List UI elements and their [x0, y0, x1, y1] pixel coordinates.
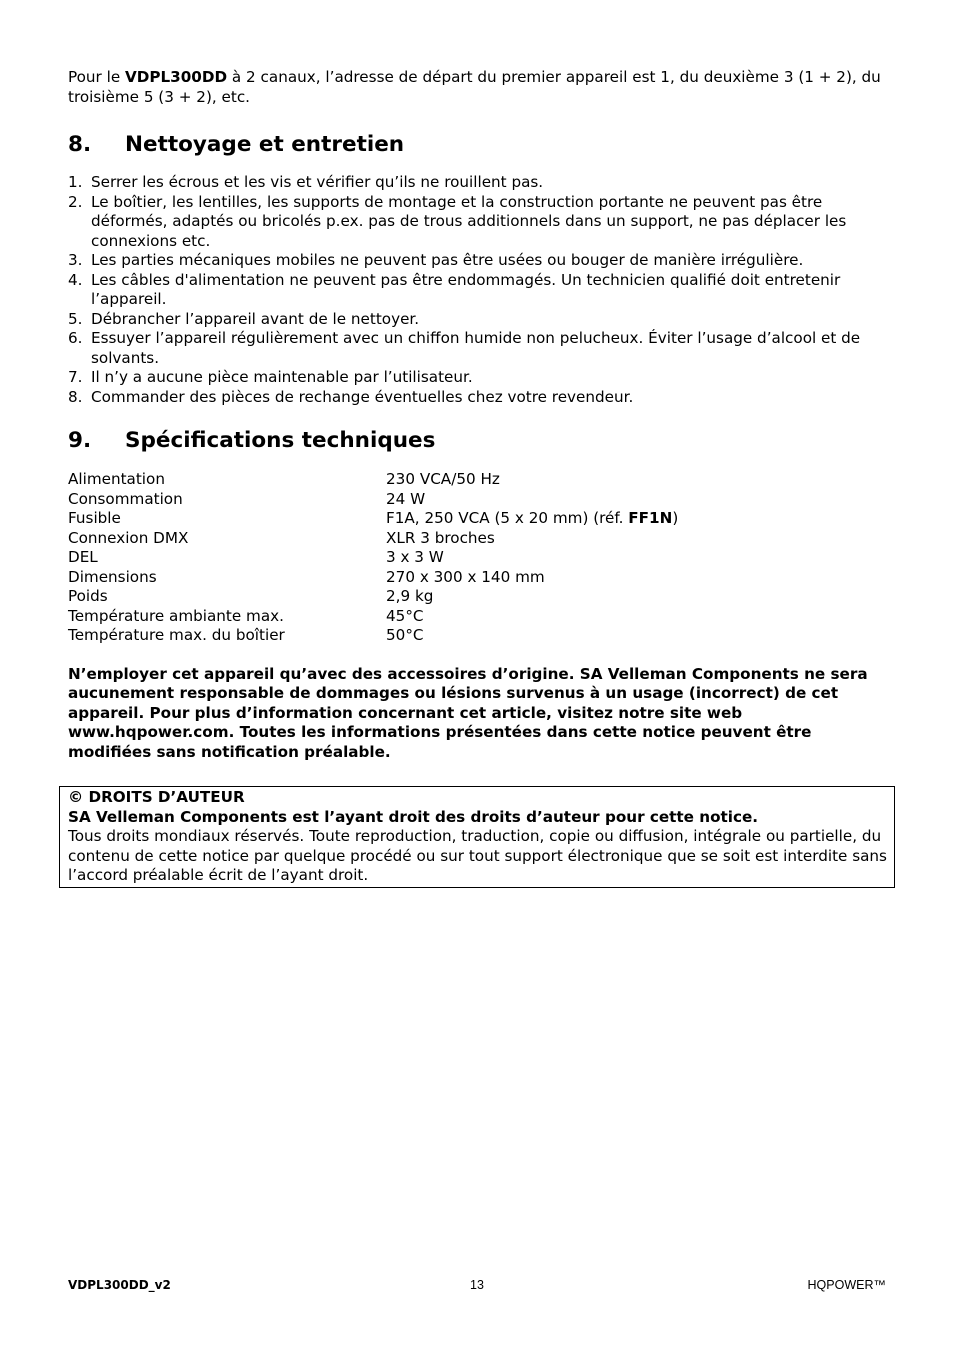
list-item [68, 193, 886, 252]
spec-value-text: F1A, 250 VCA (5 x 20 mm) (réf. [386, 509, 629, 527]
section-8-number: 8. [68, 132, 92, 157]
list-item-text: Les parties mécaniques mobiles ne peuvent pas être usées ou bouger de manière irrégulière. [91, 251, 804, 269]
list-item [68, 329, 886, 368]
list-item-number: 4. [68, 270, 83, 289]
section-9-heading [68, 428, 886, 454]
spec-value: 50°C [386, 626, 424, 644]
list-item-number: 8. [68, 387, 83, 406]
spec-value-ref: FF1N [628, 509, 673, 527]
spec-label: Dimensions [68, 567, 157, 586]
notice-paragraph: N’employer cet appareil qu’avec des accessoires d’origine. SA Velleman Components ne sera aucunement responsable de dommages ou lésions survenus à un usage (incorrect) de cet appareil. Pour plus d’information concernant cet article, visitez notre site web www.hqpower.com. Toutes les informations présentées dans cette notice peuvent être modifiées sans notification préalable. [68, 664, 868, 761]
footer-brand: HQPOWER™ [807, 1278, 886, 1292]
table-row [68, 568, 678, 588]
table-row [68, 587, 678, 607]
list-item-text: Les câbles d'alimentation ne peuvent pas être endommagés. Un technicien qualifié doit entretenir l’appareil. [91, 270, 841, 308]
table-row [68, 490, 678, 510]
copyright-owner: SA Velleman Components est l’ayant droit des droits d’auteur pour cette notice. [68, 807, 759, 826]
list-item-text: Il n’y a aucune pièce maintenable par l’utilisateur. [91, 368, 473, 386]
spec-value: XLR 3 broches [386, 528, 495, 547]
spec-value: 45°C [386, 606, 424, 625]
list-item [68, 368, 886, 388]
table-row [68, 470, 678, 490]
spec-value: 230 VCA/50 Hz [386, 470, 500, 488]
intro-model: VDPL300DD [125, 68, 228, 86]
list-item [68, 251, 886, 271]
spec-label: Poids [68, 587, 108, 605]
spec-label: Température ambiante max. [68, 606, 284, 625]
list-item [68, 173, 886, 193]
table-row [68, 626, 678, 646]
spec-value: 270 x 300 x 140 mm [386, 567, 545, 586]
intro-prefix: Pour le [68, 68, 125, 86]
list-item-text: Débrancher l’appareil avant de le nettoyer. [91, 309, 420, 328]
spec-label: Fusible [68, 509, 121, 527]
spec-label: Consommation [68, 489, 183, 508]
copyright-title: © DROITS D’AUTEUR [68, 788, 245, 806]
spec-value-suffix: ) [672, 509, 679, 527]
footer-page-number: 13 [470, 1278, 484, 1292]
intro-paragraph [68, 68, 886, 107]
table-row [68, 529, 678, 549]
spec-label: DEL [68, 548, 98, 566]
spec-value: 24 W [386, 489, 426, 508]
list-item-number: 3. [68, 251, 83, 269]
section-9-number: 9. [68, 428, 92, 453]
list-item [68, 310, 886, 330]
spec-label: Température max. du boîtier [68, 626, 285, 644]
section-8-heading [68, 132, 886, 158]
spec-value [386, 509, 678, 529]
table-row [68, 607, 678, 627]
spec-value: 3 x 3 W [386, 548, 444, 566]
list-item [68, 388, 886, 408]
footer-model-version: VDPL300DD_v2 [68, 1278, 171, 1292]
copyright-box [59, 786, 895, 888]
list-item-text: Commander des pièces de rechange éventuelles chez votre revendeur. [91, 387, 634, 406]
table-row [68, 509, 678, 529]
spec-value: 2,9 kg [386, 587, 434, 605]
list-item-number: 2. [68, 192, 83, 211]
page-content [68, 68, 886, 777]
page-footer [68, 1276, 886, 1294]
list-item-number: 5. [68, 309, 83, 328]
list-item-number: 1. [68, 173, 83, 191]
spec-label: Alimentation [68, 470, 165, 488]
maintenance-list [68, 173, 886, 407]
spec-label: Connexion DMX [68, 528, 189, 547]
specs-table [68, 470, 678, 646]
copyright-text: Tous droits mondiaux réservés. Toute reproduction, traduction, copie ou diffusion, intégrale ou partielle, du contenu de cette notice par quelque procédé ou sur tout support électronique que se soit est interdite sans l’accord préalable écrit de l’ayant droit. [68, 827, 887, 884]
list-item-number: 6. [68, 329, 83, 347]
intro-suffix: à 2 canaux, l’adresse de départ du premier appareil est 1, du deuxième 3 (1 + 2), du troisième 5 (3 + 2), etc. [68, 68, 881, 106]
section-9-title: Spécifications techniques [125, 428, 436, 453]
list-item-text: Le boîtier, les lentilles, les supports de montage et la construction portante ne peuvent pas être déformés, adaptés ou bricolés p.ex. pas de trous additionnels dans un support, ne pas déplacer les connexions etc. [91, 192, 847, 250]
table-row [68, 548, 678, 568]
list-item-text: Essuyer l’appareil régulièrement avec un chiffon humide non pelucheux. Éviter l’usage d’alcool et de solvants. [91, 329, 861, 367]
list-item-text: Serrer les écrous et les vis et vérifier qu’ils ne rouillent pas. [91, 173, 544, 191]
list-item [68, 271, 886, 310]
section-8-title: Nettoyage et entretien [125, 132, 405, 157]
list-item-number: 7. [68, 368, 83, 386]
